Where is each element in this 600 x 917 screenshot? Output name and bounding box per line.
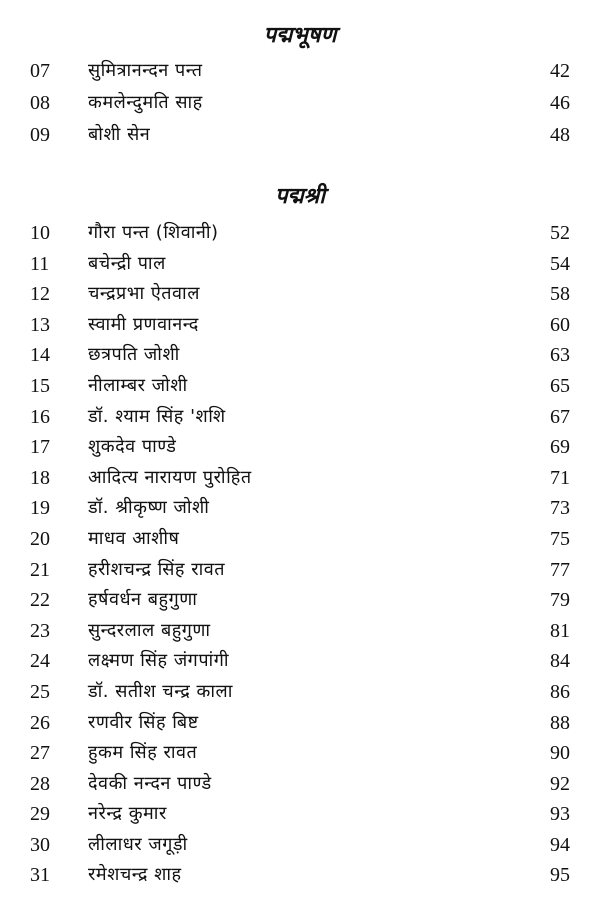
entry-title: देवकी नन्दन पाण्डे: [88, 772, 212, 794]
entry-number: 08: [30, 92, 50, 114]
entry-page: 79: [550, 589, 570, 612]
toc-row: [0, 585, 600, 616]
entry-title: कमलेन्दुमति साह: [88, 92, 203, 113]
entry-title: डॉ. श्याम सिंह 'शशि: [88, 405, 226, 427]
entry-page: 86: [550, 680, 570, 703]
toc-list-padmashri: [0, 218, 600, 891]
entry-page: 81: [550, 619, 570, 642]
entry-page: 88: [550, 711, 570, 734]
entry-number: 21: [30, 558, 50, 581]
entry-title: नीलाम्बर जोशी: [88, 374, 188, 396]
toc-row: [0, 646, 600, 677]
entry-page: 60: [550, 313, 570, 336]
entry-page: 52: [550, 222, 570, 244]
toc-row: [0, 860, 600, 891]
toc-row: [0, 371, 600, 402]
toc-row: [0, 402, 600, 433]
entry-title: गौरा पन्त (शिवानी): [88, 222, 219, 243]
entry-page: 46: [550, 92, 570, 114]
toc-row: [0, 340, 600, 371]
entry-page: 73: [550, 497, 570, 520]
entry-page: 63: [550, 344, 570, 367]
entry-number: 14: [30, 344, 50, 367]
entry-title: डॉ. सतीश चन्द्र काला: [88, 680, 233, 702]
entry-page: 77: [550, 558, 570, 581]
toc-row: [0, 87, 600, 119]
entry-number: 28: [30, 772, 50, 795]
entry-page: 67: [550, 405, 570, 428]
entry-number: 31: [30, 864, 50, 887]
toc-row: [0, 432, 600, 463]
entry-number: 20: [30, 527, 50, 550]
section-heading-padmabhushan: पद्मभूषण: [263, 23, 337, 48]
entry-page: 71: [550, 466, 570, 489]
entry-title: डॉ. श्रीकृष्ण जोशी: [88, 497, 210, 519]
toc-row: [0, 677, 600, 708]
toc-row: [0, 493, 600, 524]
toc-row: [0, 119, 600, 151]
entry-page: 95: [550, 864, 570, 887]
entry-title: रणवीर सिंह बिष्ट: [88, 711, 199, 733]
entry-page: 90: [550, 742, 570, 765]
entry-number: 29: [30, 803, 50, 826]
entry-title: हर्षवर्धन बहुगुणा: [88, 589, 198, 611]
entry-number: 07: [30, 60, 50, 82]
entry-number: 13: [30, 313, 50, 336]
entry-page: 65: [550, 374, 570, 397]
entry-number: 19: [30, 497, 50, 520]
entry-number: 17: [30, 436, 50, 459]
entry-number: 10: [30, 222, 50, 244]
entry-number: 15: [30, 374, 50, 397]
entry-title: स्वामी प्रणवानन्द: [88, 313, 199, 335]
entry-title: शुकदेव पाण्डे: [88, 436, 177, 458]
entry-title: छत्रपति जोशी: [88, 344, 180, 366]
entry-number: 12: [30, 283, 50, 306]
entry-number: 22: [30, 589, 50, 612]
entry-page: 58: [550, 283, 570, 306]
toc-row: [0, 463, 600, 494]
entry-number: 27: [30, 742, 50, 765]
entry-title: बोशी सेन: [88, 124, 151, 145]
entry-number: 16: [30, 405, 50, 428]
toc-row: [0, 279, 600, 310]
toc-row: [0, 708, 600, 739]
entry-number: 30: [30, 833, 50, 856]
entry-number: 18: [30, 466, 50, 489]
entry-number: 09: [30, 124, 50, 146]
entry-page: 94: [550, 833, 570, 856]
toc-row: [0, 799, 600, 830]
toc-row: [0, 249, 600, 280]
entry-title: सुन्दरलाल बहुगुणा: [88, 619, 211, 641]
entry-page: 92: [550, 772, 570, 795]
entry-number: 24: [30, 650, 50, 673]
entry-page: 42: [550, 60, 570, 82]
entry-page: 84: [550, 650, 570, 673]
entry-page: 69: [550, 436, 570, 459]
entry-title: लीलाधर जगूड़ी: [88, 833, 188, 855]
entry-title: आदित्य नारायण पुरोहित: [88, 466, 252, 488]
entry-number: 26: [30, 711, 50, 734]
entry-title: हरीशचन्द्र सिंह रावत: [88, 558, 225, 580]
section-heading-padmashri: पद्मश्री: [275, 184, 325, 209]
entry-page: 54: [550, 252, 570, 275]
toc-row: [0, 218, 600, 249]
entry-title: रमेशचन्द्र शाह: [88, 864, 182, 886]
entry-title: चन्द्रप्रभा ऐतवाल: [88, 283, 200, 305]
entry-number: 11: [30, 252, 50, 275]
toc-list-padmabhushan: [0, 55, 600, 151]
entry-title: हुकम सिंह रावत: [88, 742, 198, 764]
entry-title: बचेन्द्री पाल: [88, 252, 166, 274]
toc-row: [0, 555, 600, 586]
entry-page: 48: [550, 124, 570, 146]
entry-number: 25: [30, 680, 50, 703]
toc-row: [0, 310, 600, 341]
entry-number: 23: [30, 619, 50, 642]
entry-title: लक्ष्मण सिंह जंगपांगी: [88, 650, 229, 672]
entry-title: माधव आशीष: [88, 527, 180, 549]
toc-row: [0, 55, 600, 87]
entry-title: नरेन्द्र कुमार: [88, 803, 167, 825]
toc-row: [0, 830, 600, 861]
toc-row: [0, 769, 600, 800]
entry-title: सुमित्रानन्दन पन्त: [88, 60, 203, 81]
toc-row: [0, 738, 600, 769]
toc-row: [0, 524, 600, 555]
entry-page: 93: [550, 803, 570, 826]
entry-page: 75: [550, 527, 570, 550]
toc-row: [0, 616, 600, 647]
